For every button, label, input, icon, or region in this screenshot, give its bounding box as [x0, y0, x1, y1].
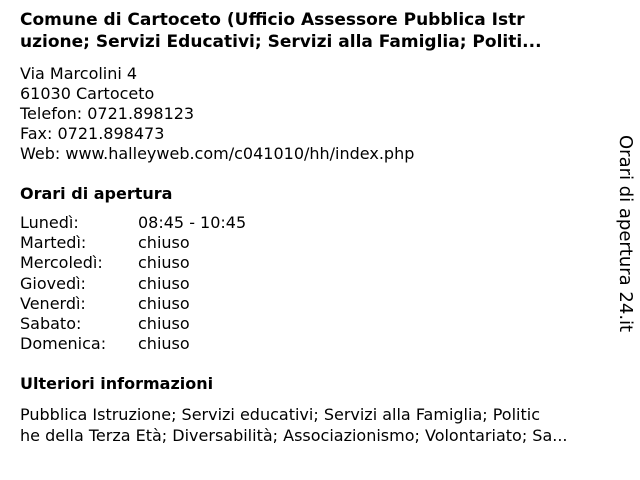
day-label: Mercoledì: [20, 253, 103, 273]
opening-hours-table [20, 213, 246, 354]
hours-value: chiuso [138, 273, 190, 293]
postal-city: 61030 Cartoceto [20, 84, 155, 103]
day-label: Lunedì: [20, 213, 79, 232]
phone-number: Telefon: 0721.898123 [20, 104, 195, 123]
address-block [20, 64, 414, 164]
hours-value: chiuso [138, 293, 190, 313]
opening-hours-heading: Orari di apertura [20, 184, 173, 203]
hours-value: chiuso [138, 233, 190, 253]
hours-value: chiuso [138, 314, 190, 334]
hours-value: chiuso [138, 334, 190, 354]
more-info-line-1: Pubblica Istruzione; Servizi educativi; Servizi alla Famiglia; Politic [20, 405, 540, 424]
hours-row [20, 314, 246, 334]
street-address: Via Marcolini 4 [20, 64, 138, 83]
page-title [20, 9, 635, 53]
hours-row [20, 253, 246, 273]
hours-row [20, 213, 246, 233]
title-line-1: Comune di Cartoceto (Ufficio Assessore Pubblica Istr [20, 10, 525, 30]
day-label: Martedì: [20, 233, 87, 253]
title-line-2: uzione; Servizi Educativi; Servizi alla Famiglia; Politi... [20, 32, 542, 52]
day-label: Domenica: [20, 334, 107, 354]
day-label: Sabato: [20, 314, 82, 334]
more-info-heading: Ulteriori informazioni [20, 374, 214, 393]
day-label: Giovedì: [20, 273, 86, 293]
hours-row [20, 274, 246, 294]
hours-row [20, 294, 246, 314]
hours-row [20, 334, 246, 354]
hours-value: chiuso [138, 253, 190, 273]
day-label: Venerdì: [20, 293, 86, 313]
hours-value: 08:45 - 10:45 [138, 213, 247, 232]
website-link[interactable]: Web: www.halleyweb.com/c041010/hh/index.php [20, 144, 415, 163]
hours-row [20, 233, 246, 253]
fax-number: Fax: 0721.898473 [20, 124, 165, 143]
site-watermark: Orari di apertura 24.it [615, 135, 636, 333]
more-info-line-2: he della Terza Età; Diversabilità; Associazionismo; Volontariato; Sa... [20, 426, 568, 445]
more-info-text [20, 404, 568, 446]
